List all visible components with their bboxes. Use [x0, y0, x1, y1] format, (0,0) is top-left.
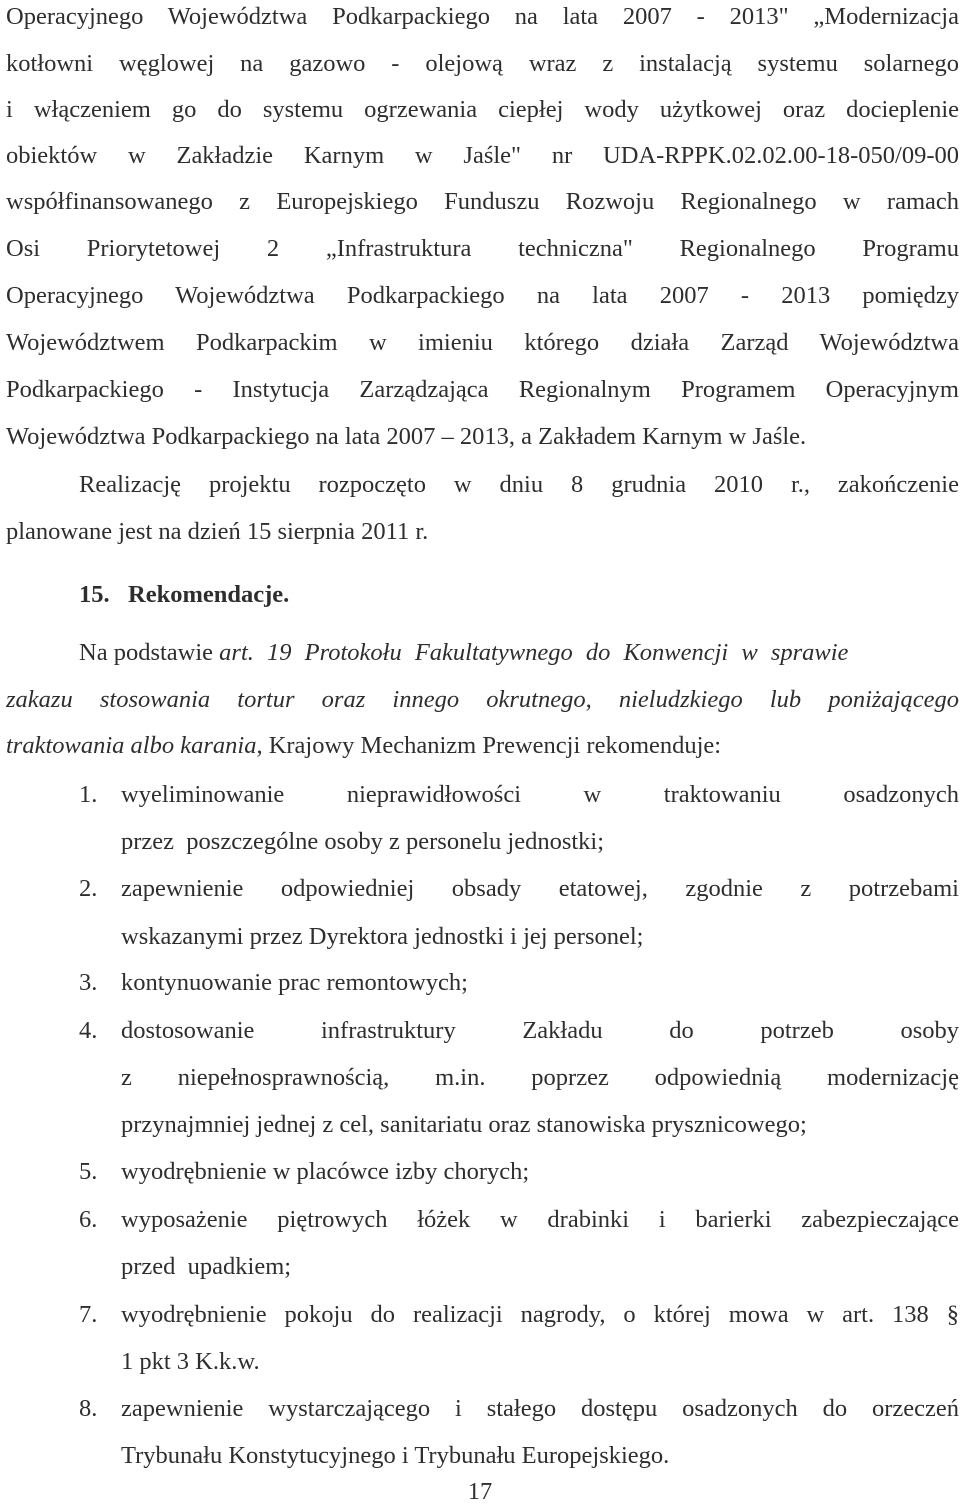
list-item-number: 8. — [79, 1395, 98, 1422]
basis-text: , Krajowy Mechanizm Prewencji rekomenduje: — [256, 732, 722, 759]
list-item-number: 7. — [79, 1301, 98, 1328]
intro-line: Operacyjnego Województwa Podkarpackiego na lata 2007 - 2013 pomiędzy — [6, 282, 959, 309]
list-item-text: kontynuowanie prac remontowych; — [121, 969, 468, 996]
intro-line: Województwa Podkarpackiego na lata 2007 – 2013, a Zakładem Karnym w Jaśle. — [6, 423, 807, 450]
intro-line: Województwem Podkarpackim w imieniu którego działa Zarząd Województwa — [6, 329, 959, 356]
intro-line: i włączeniem go do systemu ogrzewania ciepłej wody użytkowej oraz docieplenie — [6, 96, 959, 123]
realization-line: planowane jest na dzień 15 sierpnia 2011 r. — [6, 518, 429, 545]
list-item-text: Trybunału Konstytucyjnego i Trybunału Europejskiego. — [121, 1442, 670, 1469]
intro-line: Podkarpackiego - Instytucja Zarządzająca Regionalnym Programem Operacyjnym — [6, 376, 959, 403]
list-item-number: 4. — [79, 1017, 98, 1044]
basis-italic-text: art. 19 Protokołu Fakultatywnego do Konwencji w sprawie — [219, 639, 849, 666]
list-item-text: wyodrębnienie pokoju do realizacji nagrody, o której mowa w art. 138 § — [121, 1301, 959, 1328]
intro-line: Osi Priorytetowej 2 „Infrastruktura techniczna" Regionalnego Programu — [6, 235, 959, 262]
list-item-text: wskazanymi przez Dyrektora jednostki i jej personel; — [121, 923, 644, 950]
list-item-text: wyodrębnienie w placówce izby chorych; — [121, 1158, 530, 1185]
list-item-text: przynajmniej jednej z cel, sanitariatu oraz stanowiska prysznicowego; — [121, 1111, 807, 1138]
list-item-text: z niepełnosprawnością, m.in. poprzez odpowiednią modernizację — [121, 1064, 959, 1091]
list-item-text: 1 pkt 3 K.k.w. — [121, 1348, 260, 1375]
list-item-text: wyposażenie piętrowych łóżek w drabinki i barierki zabezpieczające — [121, 1206, 959, 1233]
realization-line: Realizację projektu rozpoczęto w dniu 8 grudnia 2010 r., zakończenie — [79, 471, 959, 498]
list-item-number: 5. — [79, 1158, 98, 1185]
basis-line: zakazu stosowania tortur oraz innego okrutnego, nieludzkiego lub poniżającego — [6, 686, 959, 713]
page-number: 17 — [467, 1478, 493, 1505]
intro-line: Operacyjnego Województwa Podkarpackiego na lata 2007 - 2013" „Modernizacja — [6, 3, 959, 30]
list-item-text: przez poszczególne osoby z personelu jednostki; — [121, 828, 605, 855]
basis-line — [79, 638, 959, 668]
list-item-text: dostosowanie infrastruktury Zakładu do potrzeb osoby — [121, 1017, 959, 1044]
basis-text: Na podstawie — [79, 639, 220, 666]
list-item-number: 2. — [79, 875, 98, 902]
list-item-number: 1. — [79, 781, 98, 808]
list-item-text: zapewnienie wystarczającego i stałego dostępu osadzonych do orzeczeń — [121, 1395, 959, 1422]
intro-line: współfinansowanego z Europejskiego Funduszu Rozwoju Regionalnego w ramach — [6, 188, 959, 215]
section-heading: 15. Rekomendacje. — [79, 581, 290, 608]
intro-line: obiektów w Zakładzie Karnym w Jaśle" nr UDA-RPPK.02.02.00-18-050/09-00 — [6, 142, 959, 169]
list-item-text: zapewnienie odpowiedniej obsady etatowej, zgodnie z potrzebami — [121, 875, 959, 902]
basis-line — [6, 731, 959, 761]
list-item-text: przed upadkiem; — [121, 1253, 292, 1280]
basis-italic-text: traktowania albo karania — [6, 732, 257, 759]
list-item-number: 3. — [79, 969, 98, 996]
intro-line: kotłowni węglowej na gazowo - olejową wraz z instalacją systemu solarnego — [6, 50, 959, 77]
list-item-number: 6. — [79, 1206, 98, 1233]
list-item-text: wyeliminowanie nieprawidłowości w traktowaniu osadzonych — [121, 781, 959, 808]
